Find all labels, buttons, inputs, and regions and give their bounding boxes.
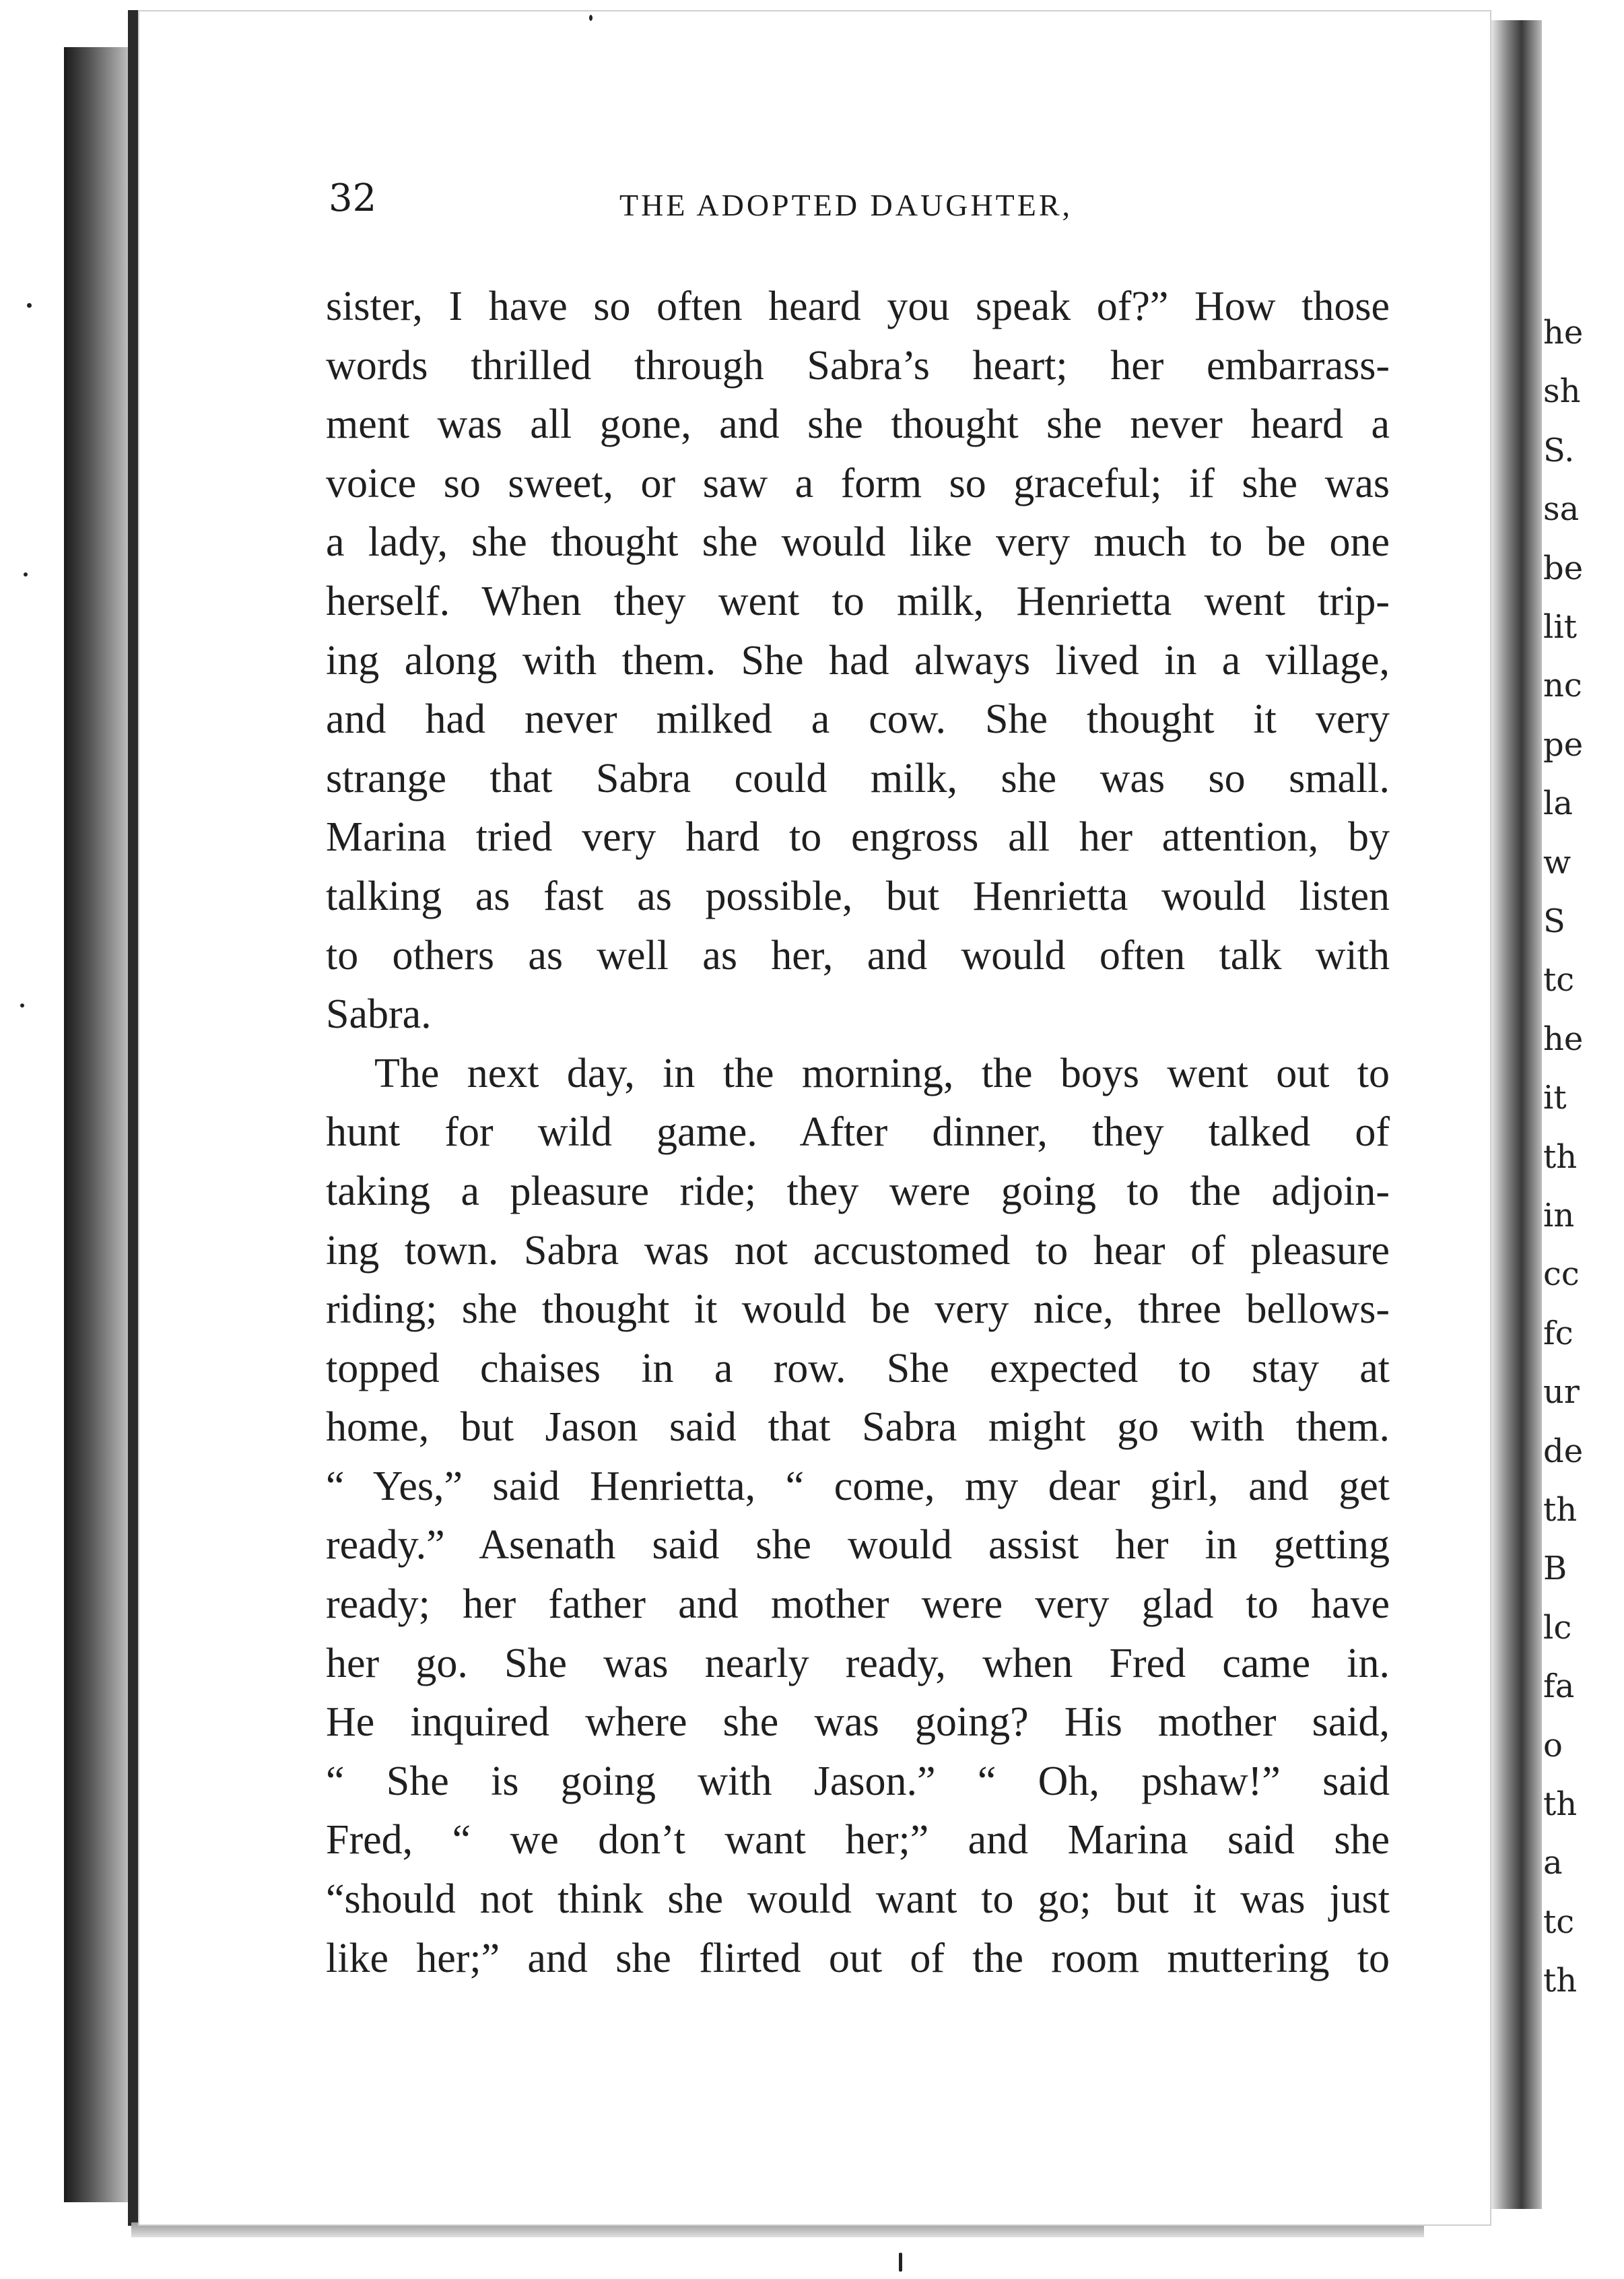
dust-speck <box>589 15 593 21</box>
text-line: sister, I have so often heard you speak of?” How those <box>326 284 1390 329</box>
dust-speck <box>24 572 28 576</box>
page-number: 32 <box>329 176 377 220</box>
text-line: to others as well as her, and would often talk with <box>326 932 1390 979</box>
facing-page-fragment: be <box>1543 549 1584 587</box>
facing-page-fragment: sa <box>1543 490 1580 529</box>
text-line: “ She is going with Jason.” “ Oh, pshaw!” said <box>326 1758 1390 1804</box>
text-line: herself. When they went to milk, Henrietta went trip- <box>326 578 1390 624</box>
text-line: talking as fast as possible, but Henrietta would listen <box>326 873 1390 919</box>
facing-page-fragment: lc <box>1543 1608 1572 1647</box>
text-line: and had never milked a cow. She thought it very <box>326 696 1390 743</box>
facing-page-fragment: nc <box>1543 667 1582 705</box>
facing-page-fragment: a <box>1543 1844 1563 1882</box>
facing-page-fragment: th <box>1543 1785 1578 1823</box>
text-line: words thrilled through Sabra’s heart; her embarrass- <box>326 342 1390 389</box>
text-line: ing town. Sabra was not accustomed to hear of pleasure <box>326 1227 1390 1274</box>
text-line: a lady, she thought she would like very much to be one <box>326 519 1390 566</box>
facing-page-fragment: lit <box>1543 608 1577 646</box>
text-line: ment was all gone, and she thought she never heard a <box>326 401 1390 448</box>
text-line: ready; her father and mother were very glad to have <box>326 1581 1390 1628</box>
text-line: Sabra. <box>326 991 432 1038</box>
facing-page-fragment: sh <box>1543 372 1581 411</box>
text-line: like her;” and she flirted out of the room muttering to <box>326 1935 1390 1981</box>
text-line: “ Yes,” said Henrietta, “ come, my dear girl, and get <box>326 1463 1390 1509</box>
facing-page-fragment: fc <box>1543 1314 1574 1352</box>
facing-page-fragment: he <box>1543 1020 1584 1058</box>
facing-page-fragment: fa <box>1543 1667 1575 1706</box>
facing-page-fragment: w <box>1543 843 1571 882</box>
facing-page-fragment: in <box>1543 1197 1575 1234</box>
facing-page-fragment: th <box>1543 1491 1578 1529</box>
body-text <box>326 277 1390 1988</box>
book-gutter <box>1491 20 1542 2209</box>
facing-page-fragment: he <box>1543 314 1584 352</box>
text-line: ing along with them. She had always lived in a village, <box>326 637 1390 684</box>
text-line: ready.” Asenath said she would assist her in getting <box>326 1522 1390 1568</box>
text-line: topped chaises in a row. She expected to stay at <box>326 1345 1390 1391</box>
running-head: THE ADOPTED DAUGHTER, <box>619 188 1073 222</box>
facing-page-fragment: S. <box>1543 431 1575 469</box>
text-line: home, but Jason said that Sabra might go with them. <box>326 1404 1390 1451</box>
text-line: hunt for wild game. After dinner, they talked of <box>326 1109 1390 1156</box>
dust-speck <box>899 2253 902 2272</box>
text-line: Fred, “ we don’t want her;” and Marina said she <box>326 1817 1390 1863</box>
text-line: strange that Sabra could milk, she was so small. <box>326 755 1390 801</box>
facing-page-fragment: tc <box>1543 1903 1575 1941</box>
book-edge-left <box>64 47 138 2202</box>
text-line: voice so sweet, or saw a form so graceful; if she was <box>326 460 1390 506</box>
text-line: her go. She was nearly ready, when Fred came in. <box>326 1640 1390 1686</box>
facing-page-edge <box>1542 0 1624 2279</box>
facing-page-fragment: de <box>1543 1432 1584 1470</box>
facing-page-fragment: cc <box>1543 1255 1580 1294</box>
facing-page-fragment: th <box>1543 1137 1578 1176</box>
text-line: “should not think she would want to go; but it was just <box>326 1876 1390 1923</box>
facing-page-fragment: th <box>1543 1962 1578 2000</box>
text-line: taking a pleasure ride; they were going to the adjoin- <box>326 1168 1390 1214</box>
dust-speck <box>27 303 32 308</box>
text-line: The next day, in the morning, the boys went out to <box>374 1050 1390 1096</box>
dust-speck <box>20 1003 24 1008</box>
facing-page-fragment: B <box>1543 1550 1567 1588</box>
text-line: Marina tried very hard to engross all her attention, by <box>326 814 1390 861</box>
facing-page-fragment: pe <box>1543 725 1584 764</box>
facing-page-fragment: ur <box>1543 1373 1580 1412</box>
text-line: He inquired where she was going? His mother said, <box>326 1699 1390 1746</box>
facing-page-fragment: tc <box>1543 961 1575 999</box>
facing-page-fragment: o <box>1543 1726 1563 1764</box>
facing-page-fragment: S <box>1543 902 1565 940</box>
text-line: riding; she thought it would be very nice, three bellows- <box>326 1286 1390 1333</box>
facing-page-fragment: la <box>1543 785 1573 823</box>
facing-page-fragment: it <box>1543 1079 1567 1117</box>
